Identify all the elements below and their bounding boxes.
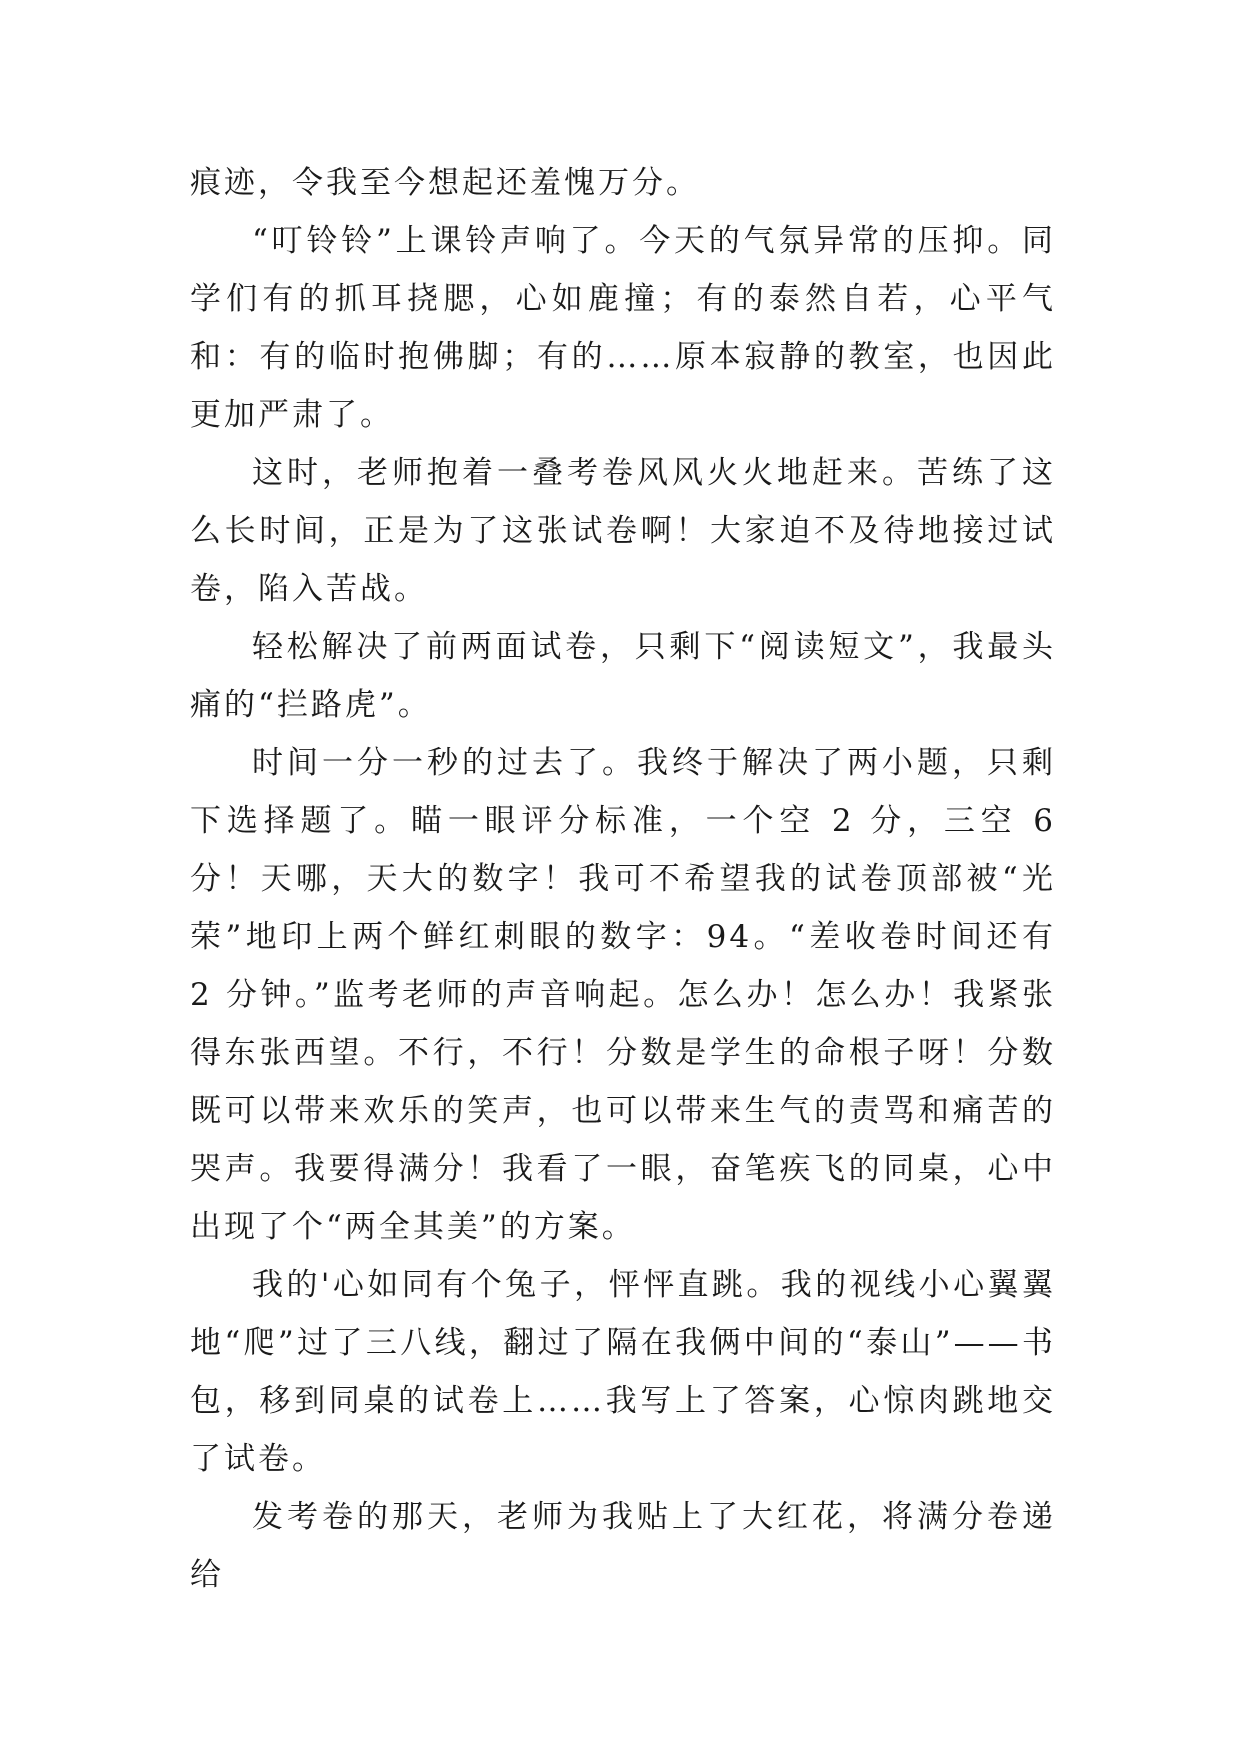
paragraph-3: 这时，老师抱着一叠考卷风风火火地赶来。苦练了这么长时间，正是为了这张试卷啊！大家迫不及待地接过试卷，陷入苦战。 <box>190 455 1056 607</box>
paragraph-2: “叮铃铃”上课铃声响了。今天的气氛异常的压抑。同学们有的抓耳挠腮，心如鹿撞；有的泰然自若，心平气和：有的临时抱佛脚；有的……原本寂静的教室，也因此更加严肃了。 <box>190 223 1056 433</box>
paragraph-4: 轻松解决了前两面试卷，只剩下“阅读短文”，我最头痛的“拦路虎”。 <box>190 629 1056 723</box>
paragraph-1: 痕迹，令我至今想起还羞愧万分。 <box>190 165 700 201</box>
paragraph-7: 发考卷的那天，老师为我贴上了大红花，将满分卷递给 <box>190 1499 1056 1593</box>
paragraph-5: 时间一分一秒的过去了。我终于解决了两小题，只剩下选择题了。瞄一眼评分标准，一个空 2 分，三空 6 分！天哪，天大的数字！我可不希望我的试卷顶部被“光荣”地印上两个鲜红刺眼的数字：94。“差收卷时间还有 2 分钟。”监考老师的声音响起。怎么办！怎么办！我紧张得东张西望。不行，不行！分数是学生的命根子呀！分数既可以带来欢乐的笑声，也可以带来生气的责骂和痛苦的哭声。我要得满分！我看了一眼，奋笔疾飞的同桌，心中出现了个“两全其美”的方案。 <box>190 745 1056 1245</box>
body-text <box>190 154 1056 1604</box>
paragraph-6: 我的'心如同有个兔子，怦怦直跳。我的视线小心翼翼地“爬”过了三八线，翻过了隔在我俩中间的“泰山”——书包，移到同桌的试卷上……我写上了答案，心惊肉跳地交了试卷。 <box>190 1267 1056 1477</box>
